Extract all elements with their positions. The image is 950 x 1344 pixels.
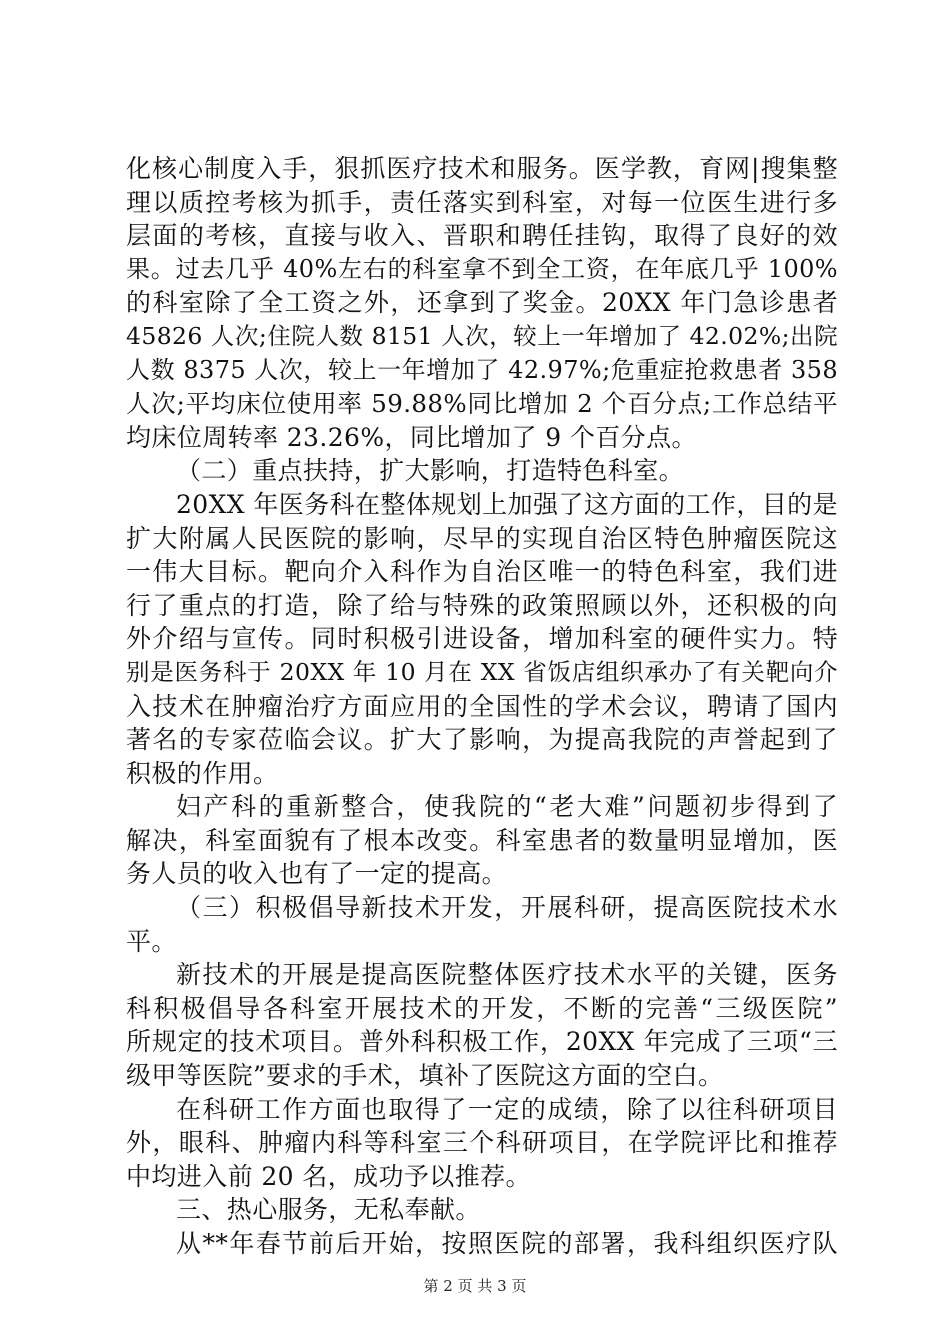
text-line: 新技术的开展是提高医院整体医疗技术水平的关键，医务: [176, 960, 838, 990]
text-line: 解决，科室面貌有了根本改变。科室患者的数量明显增加，医: [126, 825, 838, 855]
text-line: （三）积极倡导新技术开发，开展科研，提高医院技术水: [176, 893, 838, 923]
text-line: 外介绍与宣传。同时积极引进设备，增加科室的硬件实力。特: [126, 624, 838, 654]
text-line: 扩大附属人民医院的影响，尽早的实现自治区特色肿瘤医院这: [126, 523, 838, 553]
text-line: 化核心制度入手，狠抓医疗技术和服务。医学教，育网|搜集整: [126, 154, 838, 183]
text-line: 外，眼科、肿瘤内科等科室三个科研项目，在学院评比和推荐: [126, 1128, 838, 1158]
text-line: 45826 人次;住院人数 8151 人次，较上一年增加了 42.02%;出院: [126, 321, 838, 350]
text-line: 所规定的技术项目。普外科积极工作，20XX 年完成了三项“三: [126, 1027, 838, 1057]
text-line: 级甲等医院”要求的手术，填补了医院这方面的空白。: [126, 1061, 724, 1091]
text-line: 人数 8375 人次，较上一年增加了 42.97%;危重症抢救患者 358: [126, 355, 838, 384]
text-line: 科积极倡导各科室开展技术的开发，不断的完善“三级医院”: [126, 993, 838, 1023]
text-line: 三、热心服务，无私奉献。: [176, 1195, 481, 1225]
text-line: 妇产科的重新整合，使我院的“老大难”问题初步得到了: [176, 792, 838, 822]
text-line: 的科室除了全工资之外，还拿到了奖金。20XX 年门急诊患者: [126, 288, 838, 318]
text-line: 果。过去几乎 40%左右的科室拿不到全工资，在年底几乎 100%: [126, 254, 838, 283]
text-line: 积极的作用。: [126, 758, 279, 788]
text-line: 行了重点的打造，除了给与特殊的政策照顾以外，还积极的向: [126, 590, 838, 620]
text-line: 中均进入前 20 名，成功予以推荐。: [126, 1161, 531, 1191]
text-line: （二）重点扶持，扩大影响，打造特色科室。: [176, 456, 685, 486]
document-body: [126, 152, 838, 1261]
text-line: 层面的考核，直接与收入、晋职和聘任挂钩，取得了良好的效: [126, 221, 838, 251]
text-line: 著名的专家莅临会议。扩大了影响，为提高我院的声誉起到了: [126, 725, 838, 755]
text-line: 均床位周转率 23.26%，同比增加了 9 个百分点。: [126, 422, 697, 452]
text-line: 一伟大目标。靶向介入科作为自治区唯一的特色科室，我们进: [126, 557, 838, 587]
text-line: 务人员的收入也有了一定的提高。: [126, 859, 508, 889]
text-line: 20XX 年医务科在整体规划上加强了这方面的工作，目的是: [176, 489, 838, 519]
text-line: 平。: [126, 926, 177, 956]
text-line: 人次;平均床位使用率 59.88%同比增加 2 个百分点;工作总结平: [126, 389, 838, 419]
text-line: 从**年春节前后开始，按照医院的部署，我科组织医疗队: [176, 1229, 838, 1258]
text-line: 在科研工作方面也取得了一定的成绩，除了以往科研项目: [176, 1094, 838, 1124]
page-footer: 第 2 页 共 3 页: [423, 1277, 527, 1295]
text-line: 理以质控考核为抓手，责任落实到科室，对每一位医生进行多: [126, 187, 838, 217]
text-line: 入技术在肿瘤治疗方面应用的全国性的学术会议，聘请了国内: [126, 691, 838, 721]
text-line: 别是医务科于 20XX 年 10 月在 XX 省饭店组织承办了有关靶向介: [126, 657, 838, 686]
